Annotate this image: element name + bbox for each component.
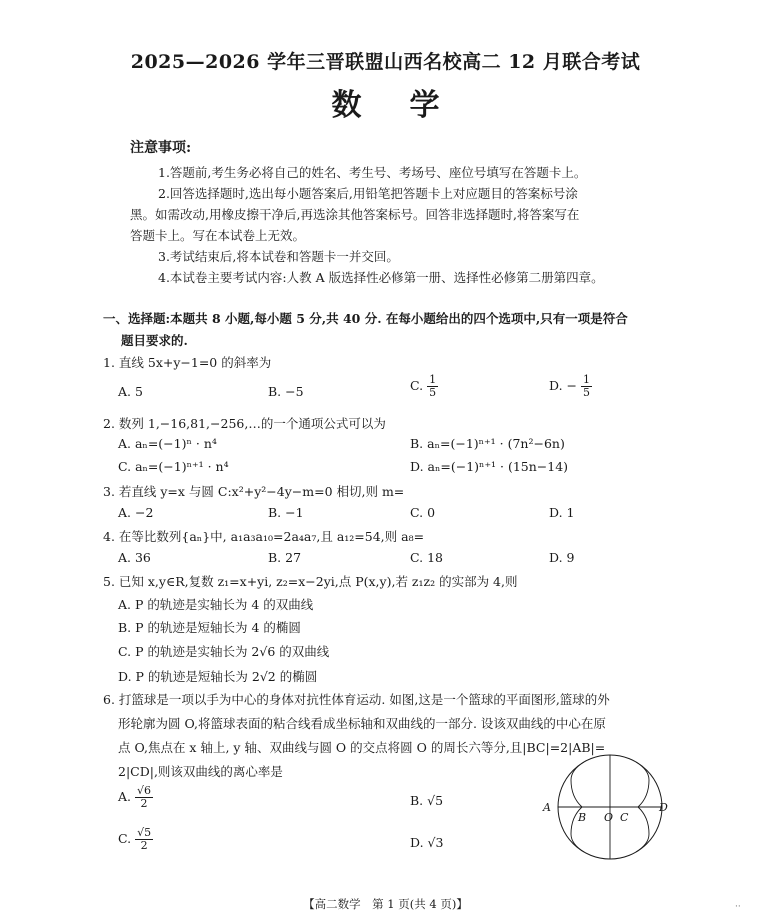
q6-a-denominator: 2: [140, 797, 148, 810]
q1-d-denominator: 5: [582, 386, 590, 399]
basketball-figure: [536, 752, 670, 864]
q6-a-numerator: √6: [137, 784, 152, 797]
notice-item-2-cont: 黑。如需改动,用橡皮擦干净后,再选涂其他答案标号。回答非选择题时,将答案写在: [130, 207, 580, 222]
q4-option-c: C. 18: [410, 550, 443, 565]
q3-option-d: D. 1: [549, 505, 575, 520]
q6-stem-line-2: 形轮廓为圆 O,将篮球表面的粘合线看成坐标轴和双曲线的一部分. 设该双曲线的中心在原: [118, 716, 606, 731]
q6-option-a: [118, 785, 153, 810]
q2-option-a: A. aₙ=(−1)ⁿ · n⁴: [118, 436, 217, 451]
subject-title: 数学: [331, 88, 488, 123]
q2-option-b: B. aₙ=(−1)ⁿ⁺¹ · (7n²−6n): [410, 436, 565, 451]
q1-option-a: A. 5: [118, 384, 143, 399]
q4-option-a: A. 36: [118, 550, 151, 565]
figure-label-o: O: [604, 811, 614, 824]
q6-stem-line-3: 点 O,焦点在 x 轴上, y 轴、双曲线与圆 O 的交点将圆 O 的周长六等分,且|BC|=2|AB|=: [118, 740, 606, 755]
q1-option-c-label: C.: [410, 378, 424, 393]
q3-stem: 3. 若直线 y=x 与圆 C:x²+y²−4y−m=0 相切,则 m=: [103, 484, 405, 499]
q4-stem: 4. 在等比数列{aₙ}中, a₁a₃a₁₀=2a₄a₇,且 a₁₂=54,则 a₈=: [103, 529, 425, 544]
q6-option-b: B. √5: [410, 793, 444, 808]
q1-stem: 1. 直线 5x+y−1=0 的斜率为: [103, 355, 272, 370]
figure-label-c: C: [620, 811, 629, 824]
notice-item-1: 1.答题前,考生务必将自己的姓名、考生号、考场号、座位号填写在答题卡上。: [158, 165, 587, 180]
q3-option-a: A. −2: [118, 505, 154, 520]
q4-option-b: B. 27: [268, 550, 302, 565]
q6-option-a-label: A.: [118, 789, 132, 804]
figure-label-a: A: [543, 801, 551, 814]
q1-c-denominator: 5: [429, 386, 437, 399]
figure-label-b: B: [578, 811, 587, 824]
q5-option-c: C. P 的轨迹是实轴长为 2√6 的双曲线: [118, 644, 330, 659]
q6-option-c-fraction: [135, 827, 153, 852]
q1-option-b: B. −5: [268, 384, 304, 399]
q5-option-b: B. P 的轨迹是短轴长为 4 的椭圆: [118, 620, 301, 635]
q5-stem: 5. 已知 x,y∈R,复数 z₁=x+yi, z₂=x−2yi,点 P(x,y),若 z₁z₂ 的实部为 4,则: [103, 574, 518, 589]
q5-option-d: D. P 的轨迹是短轴长为 2√2 的椭圆: [118, 669, 318, 684]
notice-item-2-end: 答题卡上。写在本试卷上无效。: [130, 228, 306, 243]
figure-label-d: D: [659, 801, 668, 814]
q6-option-c: [118, 827, 153, 852]
q4-option-d: D. 9: [549, 550, 575, 565]
q1-option-d: [549, 374, 592, 399]
exam-title: 2025—2026 学年三晋联盟山西名校高二 12 月联合考试: [130, 51, 641, 73]
section-heading: 一、选择题:本题共 8 小题,每小题 5 分,共 40 分. 在每小题给出的四个选项中,只有一项是符合: [103, 311, 628, 326]
notice-heading: 注意事项:: [130, 140, 192, 156]
notice-item-4: 4.本试卷主要考试内容:人教 A 版选择性必修第一册、选择性必修第二册第四章。: [158, 270, 604, 285]
q5-option-a: A. P 的轨迹是实轴长为 4 的双曲线: [118, 597, 314, 612]
q2-stem: 2. 数列 1,−16,81,−256,…的一个通项公式可以为: [103, 416, 386, 431]
q2-option-c: C. aₙ=(−1)ⁿ⁺¹ · n⁴: [118, 459, 229, 474]
q6-stem-line-4: 2|CD|,则该双曲线的离心率是: [118, 764, 283, 779]
notice-item-3: 3.考试结束后,将本试卷和答题卡一并交回。: [158, 249, 399, 264]
q1-d-numerator: 1: [582, 373, 590, 386]
q1-option-c-fraction: [427, 374, 438, 399]
q6-option-a-fraction: [135, 785, 153, 810]
q3-option-c: C. 0: [410, 505, 436, 520]
notice-item-2: 2.回答选择题时,选出每小题答案后,用铅笔把答题卡上对应题目的答案标号涂: [158, 186, 578, 201]
q6-option-c-label: C.: [118, 831, 132, 846]
q2-option-d: D. aₙ=(−1)ⁿ⁺¹ · (15n−14): [410, 459, 569, 474]
q6-c-denominator: 2: [140, 839, 148, 852]
q6-option-d: D. √3: [410, 835, 444, 850]
section-heading-cont: 题目要求的.: [121, 333, 188, 348]
footer-mark: ··: [735, 902, 741, 912]
q6-c-numerator: √5: [137, 826, 152, 839]
q3-option-b: B. −1: [268, 505, 304, 520]
q1-option-d-fraction: [581, 374, 592, 399]
q1-c-numerator: 1: [429, 373, 437, 386]
q6-stem-line-1: 6. 打篮球是一项以手为中心的身体对抗性体育运动. 如图,这是一个篮球的平面图形,篮球的外: [103, 692, 610, 707]
q1-option-c: [410, 374, 438, 399]
q1-option-d-label: D. −: [549, 378, 577, 393]
page-footer: 【高二数学 第 1 页(共 4 页)】: [303, 897, 468, 911]
